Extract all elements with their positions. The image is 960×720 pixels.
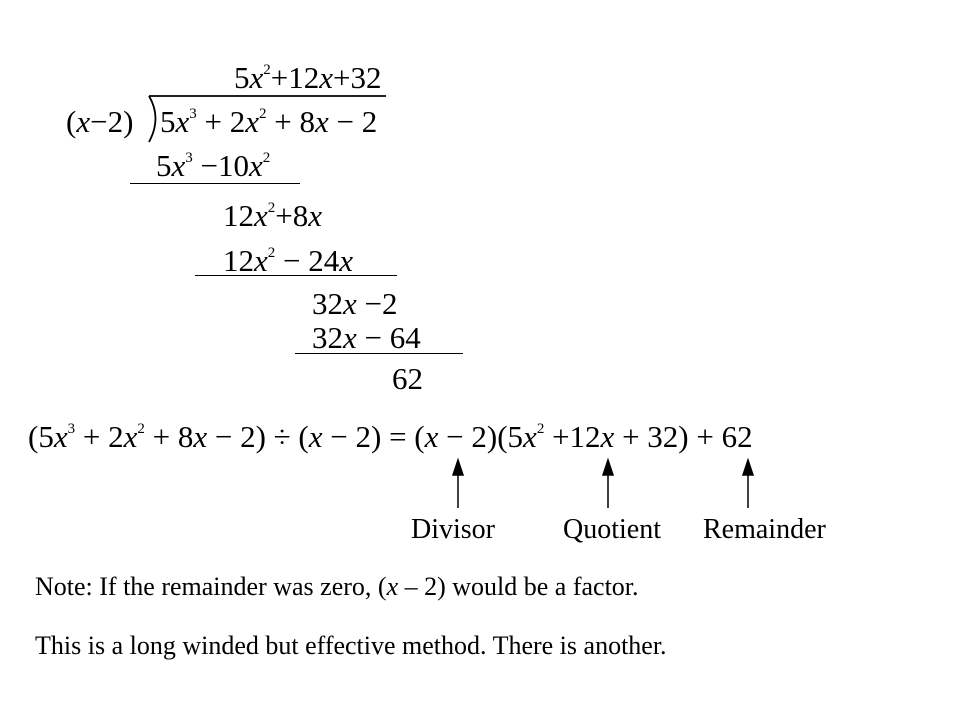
subtraction-step-3: 32x − 64 [312, 320, 421, 355]
dividend: $5x^3 + 2x^2 + 8x - 2$ [160, 104, 378, 139]
partial-remainder-2: 32x −2 [312, 286, 398, 321]
quotient-label: Quotient [563, 514, 661, 545]
result-equation: $(5x^3 + 2x^2 + 8x - 2) \div (x - 2) = (x - 2)(5x^2 +12x + 32) + 62$ [28, 419, 753, 454]
divisor: (x−2) [66, 104, 134, 139]
factor-note: Note: If the remainder was zero, (x – 2) would be a factor. [35, 572, 639, 601]
quotient: $5x^2+12x+32$ [234, 60, 382, 95]
subtraction-step-1: $5x^3 -10x^2$ [156, 148, 271, 183]
final-remainder: 62 [392, 361, 423, 396]
quotient-arrow [603, 460, 613, 508]
remainder-label: Remainder [703, 514, 826, 545]
subtraction-step-2: $12x^2 - 24x$ [223, 243, 354, 278]
remainder-arrow [743, 460, 753, 508]
partial-remainder-1: $12x^2+8x$ [223, 198, 323, 233]
divisor-label: Divisor [411, 514, 495, 545]
divisor-arrow [453, 460, 463, 508]
method-note: This is a long winded but effective method. There is another. [35, 631, 667, 660]
